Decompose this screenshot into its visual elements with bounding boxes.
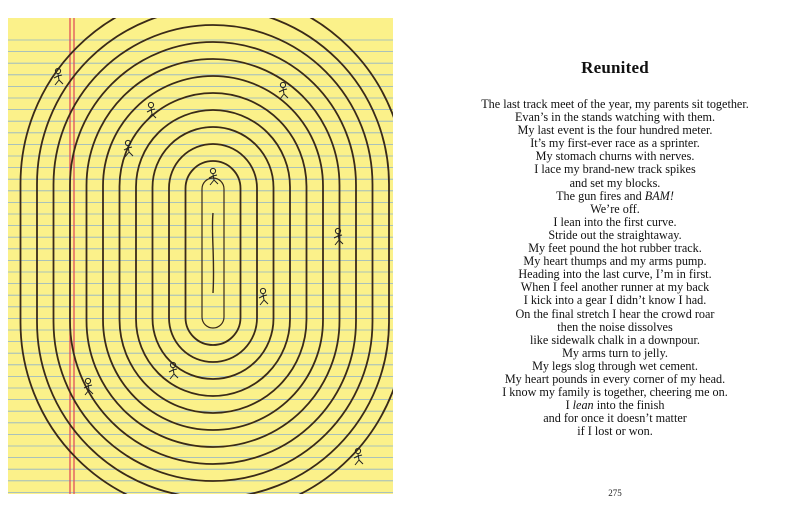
- poem-line: The last track meet of the year, my parents sit together.: [481, 97, 749, 111]
- poem-line: then the noise dissolves: [557, 319, 673, 334]
- poem-line: Stride out the straightaway.: [548, 227, 682, 242]
- poem-line: and set my blocks.: [569, 175, 661, 190]
- poem-title: Reunited: [581, 58, 649, 77]
- poem-line: Heading into the last curve, I’m in first.: [518, 267, 712, 282]
- poem-line: I know my family is together, cheering me on.: [502, 385, 728, 400]
- page-number: 275: [608, 488, 622, 498]
- poem-line: My heart pounds in every corner of my head.: [504, 371, 726, 386]
- poem-body: [420, 98, 810, 438]
- notebook-track-illustration: [8, 18, 393, 494]
- poem-line: if I lost or won.: [577, 424, 653, 439]
- poem-line: It’s my first-ever race as a sprinter.: [530, 136, 700, 151]
- poem-emphasis: BAM!: [644, 188, 674, 203]
- poem-emphasis: lean: [572, 398, 594, 413]
- poem-line: My last event is the four hundred meter.: [517, 123, 713, 138]
- poem-line: The gun fires and BAM!: [556, 188, 674, 203]
- poem-line: I lean into the finish: [565, 398, 665, 413]
- poem-line: My arms turn to jelly.: [562, 345, 668, 360]
- poem-line: My feet pound the hot rubber track.: [528, 241, 702, 256]
- poem-line: My stomach churns with nerves.: [535, 149, 695, 164]
- poem-line: My legs slog through wet cement.: [532, 358, 698, 373]
- poem-line: When I feel another runner at my back: [520, 280, 710, 295]
- poem-line: and for once it doesn’t matter: [543, 411, 687, 426]
- track-drawing: [8, 18, 393, 494]
- poem-line: I kick into a gear I didn’t know I had.: [523, 293, 707, 308]
- poem-line: I lace my brand-new track spikes: [534, 162, 696, 177]
- poem-line: like sidewalk chalk in a downpour.: [530, 332, 700, 347]
- poem-line: We’re off.: [590, 201, 640, 216]
- poem-line: I lean into the first curve.: [553, 214, 677, 229]
- poem-line: My heart thumps and my arms pump.: [523, 254, 707, 269]
- poem-line: On the final stretch I hear the crowd roar: [515, 306, 715, 321]
- poem-line: Evan’s in the stands watching with them.: [514, 110, 716, 125]
- poem-page: [420, 0, 810, 514]
